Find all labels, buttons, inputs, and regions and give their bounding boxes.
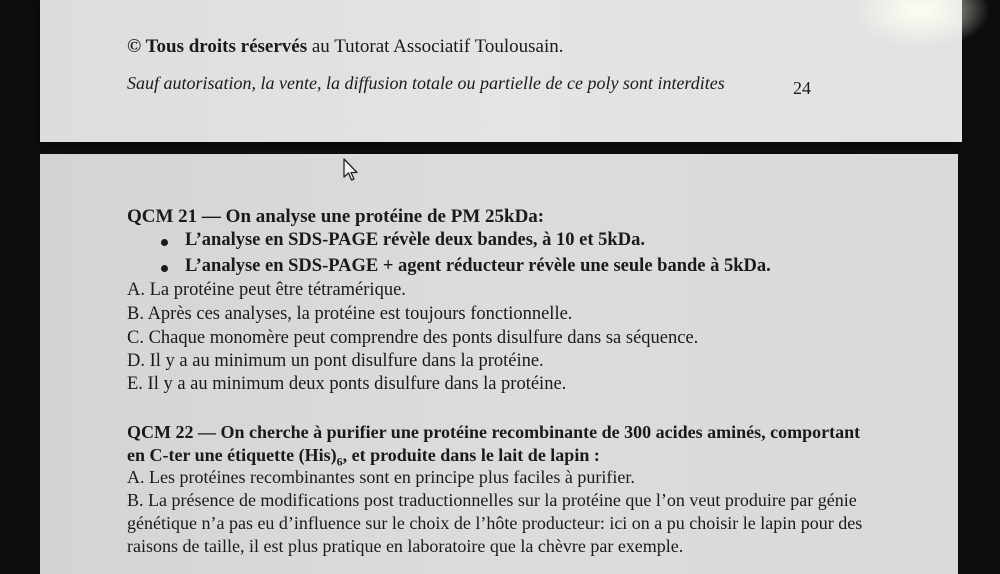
- qcm22-option-b-line-2: génétique n’a pas eu d’influence sur le choix de l’hôte producteur: ici on a pu choisir le lapin pour des: [127, 513, 863, 533]
- bullet-dot-icon: [161, 265, 168, 272]
- copyright-line: [127, 36, 564, 58]
- qcm21-title: QCM 21 — On analyse une protéine de PM 25kDa:: [127, 206, 545, 227]
- mouse-pointer-icon: [343, 158, 361, 184]
- qcm21-bullet-1: L’analyse en SDS-PAGE révèle deux bandes, à 10 et 5kDa.: [185, 230, 645, 250]
- distribution-notice: Sauf autorisation, la vente, la diffusion totale ou partielle de ce poly sont interdites: [127, 73, 725, 93]
- qcm21-option-e: E. Il y a au minimum deux ponts disulfure dans la protéine.: [127, 374, 567, 394]
- page-number: 24: [793, 78, 811, 98]
- qcm22-title-line-2: [127, 445, 600, 470]
- qcm21-option-d: D. Il y a au minimum un pont disulfure dans la protéine.: [127, 351, 544, 371]
- copyright-bold: © Tous droits réservés: [127, 36, 308, 57]
- qcm22-option-b-line-1: B. La présence de modifications post traductionnelles sur la protéine que l’on veut produire par génie: [127, 490, 857, 510]
- copyright-rest: au Tutorat Associatif Toulousain.: [311, 36, 564, 57]
- qcm22-option-a: A. Les protéines recombinantes sont en principe plus faciles à purifier.: [127, 467, 635, 487]
- qcm22-title-part-b: , et produite dans le lait de lapin :: [342, 445, 600, 465]
- qcm21-option-c: C. Chaque monomère peut comprendre des ponts disulfure dans sa séquence.: [127, 328, 699, 348]
- bullet-dot-icon: [161, 239, 168, 246]
- qcm21-bullet-2: L’analyse en SDS-PAGE + agent réducteur révèle une seule bande à 5kDa.: [185, 256, 771, 276]
- qcm22-title-subscript: 6: [336, 454, 343, 469]
- qcm22-option-b-line-3: raisons de taille, il est plus pratique en laboratoire que la chèvre par exemple.: [127, 536, 684, 556]
- qcm22-title-line-1: QCM 22 — On cherche à purifier une protéine recombinante de 300 acides aminés, comportant: [127, 422, 861, 442]
- qcm21-option-a: A. La protéine peut être tétramérique.: [127, 280, 406, 300]
- qcm22-title-part-a: en C-ter une étiquette (His): [127, 445, 337, 465]
- qcm21-option-b: B. Après ces analyses, la protéine est toujours fonctionnelle.: [127, 304, 573, 324]
- previous-page-sheet: [40, 0, 962, 142]
